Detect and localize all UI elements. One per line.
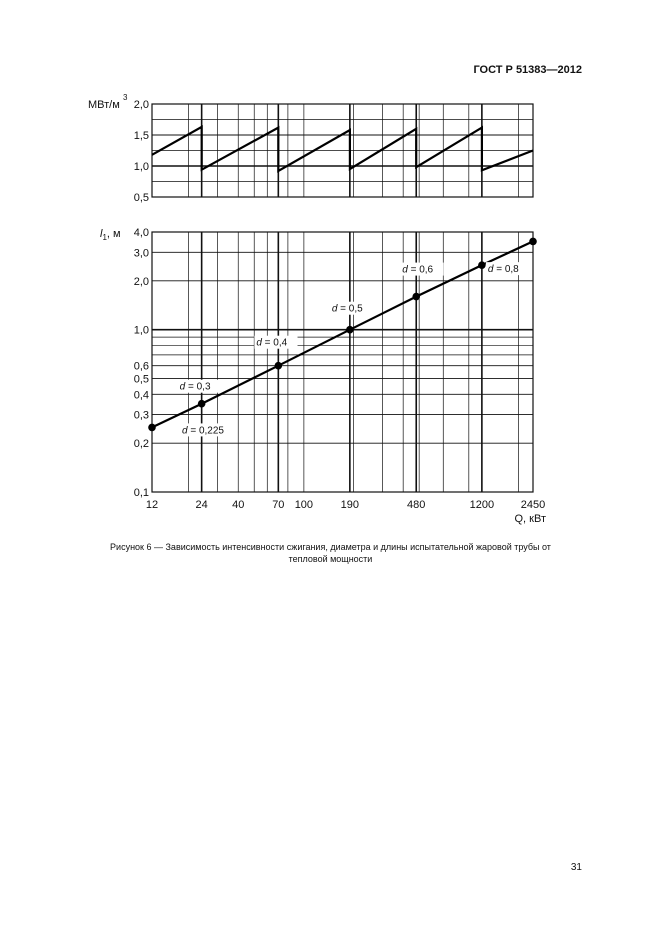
page-number: 31 [570, 862, 582, 873]
bottom-point-label: d = 0,4 [256, 337, 288, 349]
bottom-x-tick-label: 12 [145, 499, 159, 511]
bottom-data-point [346, 326, 354, 334]
bottom-y-axis-label: $l_1$, м [100, 228, 121, 242]
bottom-data-point [198, 400, 206, 408]
figure-caption-line-2: тепловой мощности [288, 554, 373, 564]
bottom-point-label: d = 0,225 [182, 425, 224, 437]
top-series-line [152, 127, 533, 171]
bottom-data-point [275, 362, 283, 370]
standard-code: ГОСТ Р 51383—2012 [473, 64, 582, 76]
bottom-y-tick-label: 0,6 [133, 360, 149, 373]
bottom-point-label: d = 0,8 [487, 264, 519, 276]
bottom-data-point [412, 293, 420, 301]
top-y-tick-label: 1,0 [133, 161, 149, 173]
bottom-x-tick-label: 190 [340, 499, 360, 511]
bottom-data-point [478, 261, 486, 269]
bottom-x-tick-label: 480 [407, 499, 426, 511]
bottom-y-tick-label: 4,0 [133, 227, 149, 239]
bottom-y-tick-label: 0,3 [133, 409, 149, 422]
top-y-axis-label: МВт/м [88, 99, 120, 111]
bottom-y-tick-label: 3,0 [133, 247, 149, 260]
bottom-x-tick-label: 2450 [520, 499, 546, 511]
bottom-point-label: d = 0,6 [402, 264, 434, 276]
bottom-x-tick-label: 100 [294, 499, 314, 511]
bottom-data-point [148, 424, 156, 432]
top-y-axis-label-superscript: 3 [123, 93, 128, 102]
bottom-x-tick-label: 24 [195, 499, 208, 511]
top-y-tick-label: 1,5 [133, 130, 149, 142]
bottom-y-tick-label: 0,1 [133, 487, 149, 499]
figure-caption [60, 541, 601, 565]
intensity-chart [88, 93, 533, 204]
bottom-y-tick-label: 0,5 [133, 373, 149, 386]
bottom-point-label: d = 0,5 [331, 303, 363, 315]
bottom-x-tick-label: 70 [272, 499, 285, 511]
bottom-y-tick-label: 0,4 [133, 389, 149, 402]
figure-caption-line-1: Рисунок 6 — Зависимость интенсивности сжигания, диаметра и длины испытательной жаровой трубы от [110, 542, 551, 552]
tube-length-chart [100, 227, 546, 525]
bottom-data-point [529, 238, 537, 246]
bottom-x-axis-label: Q, кВт [514, 513, 546, 525]
top-y-tick-label: 2,0 [133, 99, 149, 111]
bottom-point-label: d = 0,3 [179, 381, 211, 393]
top-y-tick-label: 0,5 [133, 192, 149, 204]
bottom-series-line [152, 241, 533, 427]
bottom-x-tick-label: 40 [232, 499, 245, 511]
bottom-plot-frame [152, 232, 533, 492]
bottom-x-tick-label: 1200 [469, 499, 495, 511]
bottom-y-tick-label: 2,0 [133, 275, 149, 288]
bottom-y-tick-label: 0,2 [133, 438, 149, 451]
bottom-y-tick-label: 1,0 [133, 324, 149, 337]
